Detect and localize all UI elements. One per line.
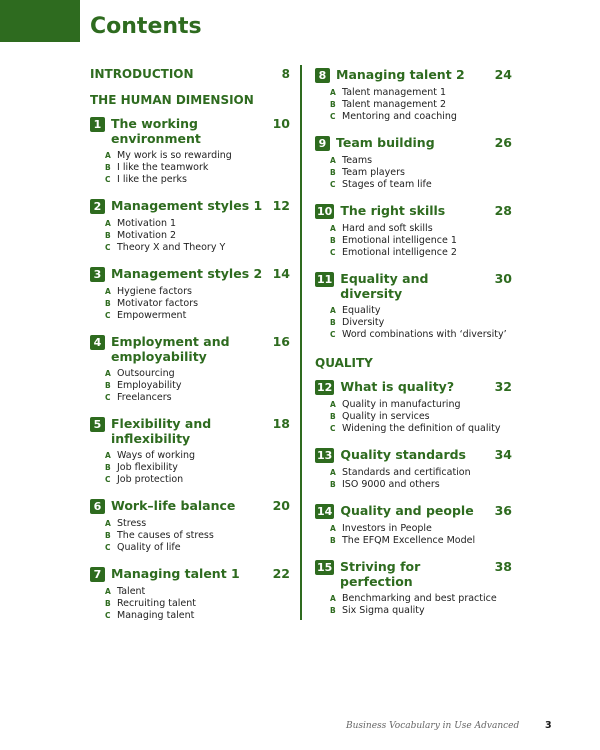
subtopic-letter: A [105, 451, 111, 460]
unit-page-number: 22 [272, 566, 290, 581]
subtopic-text: Theory X and Theory Y [117, 242, 226, 253]
subtopic-letter: B [105, 463, 111, 472]
subtopic-item[interactable] [105, 150, 290, 162]
subtopic-item[interactable] [105, 298, 290, 310]
unit-number-badge: 2 [90, 199, 105, 214]
unit-heading-left [315, 447, 466, 463]
subtopic-letter: B [330, 100, 336, 109]
unit-entry [90, 116, 290, 186]
subtopic-text: I like the perks [117, 174, 187, 185]
unit-subtopics [105, 150, 290, 186]
unit-number-badge: 12 [317, 381, 333, 394]
unit-heading[interactable] [315, 203, 512, 219]
unit-title: Managing talent 1 [111, 566, 240, 581]
subtopic-letter: A [105, 219, 111, 228]
subtopic-letter: B [105, 231, 111, 240]
subtopic-item[interactable] [330, 247, 512, 259]
subtopic-item[interactable] [330, 467, 512, 479]
subtopic-letter: C [105, 393, 111, 402]
subtopic-item[interactable] [330, 99, 512, 111]
subtopic-letter: A [105, 151, 111, 160]
unit-page-number: 28 [494, 203, 512, 218]
subtopic-letter: B [105, 599, 111, 608]
subtopic-item[interactable] [330, 535, 512, 547]
subtopic-text: Emotional intelligence 2 [342, 247, 457, 258]
subtopic-letter: A [330, 156, 336, 165]
unit-title: Management styles 1 [111, 198, 263, 213]
subtopic-letter: A [105, 369, 111, 378]
subtopic-text: Hard and soft skills [342, 223, 433, 234]
unit-number-badge: 1 [90, 117, 105, 132]
unit-subtopics [105, 368, 290, 404]
unit-title: Team building [336, 135, 435, 150]
subtopic-letter: B [105, 531, 111, 540]
unit-heading-left [90, 116, 273, 146]
unit-heading-left [315, 271, 495, 301]
subtopic-text: Hygiene factors [117, 286, 192, 297]
right-unit-list-a [315, 67, 512, 341]
unit-heading-left [315, 503, 474, 519]
subtopic-text: Talent management 2 [342, 99, 447, 110]
subtopic-item[interactable] [105, 450, 290, 462]
subtopic-item[interactable] [105, 174, 290, 186]
subtopic-letter: B [330, 536, 336, 545]
unit-entry [90, 416, 290, 486]
unit-title: What is quality? [340, 379, 455, 394]
unit-number-badge: 13 [317, 449, 333, 462]
footer-page-number: 3 [545, 720, 552, 731]
subtopic-text: Quality in manufacturing [342, 399, 461, 410]
subtopic-letter: C [105, 543, 111, 552]
subtopic-item[interactable] [330, 523, 512, 535]
subtopic-text: Equality [342, 305, 381, 316]
subtopic-item[interactable] [330, 305, 512, 317]
unit-heading-left [90, 198, 262, 214]
subtopic-item[interactable] [330, 605, 512, 617]
unit-subtopics [330, 87, 512, 123]
unit-entry [90, 266, 290, 322]
unit-entry [90, 334, 290, 404]
subtopic-letter: C [105, 611, 111, 620]
subtopic-item[interactable] [105, 310, 290, 322]
subtopic-item[interactable] [105, 218, 290, 230]
subtopic-text: Employability [117, 380, 182, 391]
unit-entry [315, 203, 512, 259]
unit-heading[interactable] [315, 503, 512, 519]
unit-page-number: 16 [272, 334, 290, 349]
subtopic-letter: B [105, 163, 111, 172]
unit-heading[interactable] [315, 271, 512, 301]
subtopic-item[interactable] [330, 155, 512, 167]
subtopic-letter: C [330, 112, 336, 121]
subtopic-item[interactable] [330, 111, 512, 123]
unit-number-badge: 14 [317, 505, 333, 518]
subtopic-item[interactable] [330, 223, 512, 235]
subtopic-item[interactable] [105, 162, 290, 174]
unit-subtopics [105, 450, 290, 486]
subtopic-letter: B [330, 480, 336, 489]
subtopic-letter: B [330, 168, 336, 177]
subtopic-letter: C [105, 311, 111, 320]
unit-subtopics [105, 518, 290, 554]
subtopic-letter: A [105, 287, 111, 296]
unit-entry [315, 135, 512, 191]
subtopic-text: Stress [117, 518, 147, 529]
unit-subtopics [330, 305, 512, 341]
unit-page-number: 34 [494, 447, 512, 462]
unit-page-number: 14 [272, 266, 290, 281]
subtopic-letter: B [105, 299, 111, 308]
subtopic-item[interactable] [105, 518, 290, 530]
left-unit-list [90, 116, 290, 622]
subtopic-letter: B [105, 381, 111, 390]
unit-title: Flexibility and inflexibility [111, 416, 212, 446]
unit-subtopics [105, 586, 290, 622]
unit-heading-left [315, 379, 454, 395]
unit-heading-left [90, 498, 235, 514]
subtopic-text: Quality of life [117, 542, 181, 553]
unit-heading[interactable] [90, 266, 290, 282]
unit-page-number: 38 [494, 559, 512, 574]
column-divider [300, 65, 302, 620]
subtopic-text: Talent [117, 586, 146, 597]
subtopic-text: I like the teamwork [117, 162, 209, 173]
subtopic-letter: A [330, 224, 336, 233]
subtopic-item[interactable] [105, 462, 290, 474]
unit-title: Equality and diversity [340, 271, 429, 301]
unit-heading-left [315, 67, 465, 83]
unit-subtopics [105, 218, 290, 254]
subtopic-item[interactable] [105, 542, 290, 554]
subtopic-letter: A [105, 519, 111, 528]
unit-title: Managing talent 2 [336, 67, 465, 82]
subtopic-text: Six Sigma quality [342, 605, 425, 616]
subtopic-letter: C [105, 243, 111, 252]
subtopic-item[interactable] [105, 286, 290, 298]
unit-entry [315, 271, 512, 341]
section-heading-quality: QUALITY [315, 356, 373, 370]
unit-title: Quality standards [340, 447, 467, 462]
unit-number-badge: 15 [317, 561, 333, 574]
unit-subtopics [330, 523, 512, 547]
unit-number-badge: 6 [90, 499, 105, 514]
unit-number-badge: 5 [90, 417, 105, 432]
unit-entry [90, 198, 290, 254]
subtopic-letter: A [330, 594, 336, 603]
subtopic-letter: A [330, 88, 336, 97]
subtopic-item[interactable] [105, 530, 290, 542]
unit-number-badge: 8 [315, 68, 330, 83]
unit-title: The right skills [340, 203, 446, 218]
subtopic-letter: C [105, 475, 111, 484]
subtopic-letter: B [330, 412, 336, 421]
subtopic-text: Job flexibility [117, 462, 178, 473]
unit-heading[interactable] [315, 379, 512, 395]
unit-heading[interactable] [90, 498, 290, 514]
unit-heading[interactable] [315, 559, 512, 589]
subtopic-text: Mentoring and coaching [342, 111, 457, 122]
unit-heading[interactable] [90, 334, 290, 364]
subtopic-text: Ways of working [117, 450, 196, 461]
subtopic-item[interactable] [330, 593, 512, 605]
subtopic-item[interactable] [105, 610, 290, 622]
unit-entry [90, 566, 290, 622]
unit-page-number: 24 [494, 67, 512, 82]
subtopic-text: Empowerment [117, 310, 187, 321]
unit-entry [315, 503, 512, 547]
section-heading-human-dimension: THE HUMAN DIMENSION [90, 93, 254, 107]
subtopic-item[interactable] [330, 479, 512, 491]
unit-entry [90, 498, 290, 554]
subtopic-text: My work is so rewarding [117, 150, 232, 161]
unit-page-number: 36 [494, 503, 512, 518]
unit-entry [315, 379, 512, 435]
subtopic-text: Motivator factors [117, 298, 199, 309]
unit-heading[interactable] [315, 135, 512, 151]
subtopic-letter: C [330, 424, 336, 433]
unit-heading[interactable] [90, 416, 290, 446]
unit-number-badge: 9 [315, 136, 330, 151]
subtopic-text: Word combinations with ‘diversity’ [342, 329, 507, 340]
subtopic-text: Outsourcing [117, 368, 175, 379]
unit-page-number: 32 [494, 379, 512, 394]
subtopic-item[interactable] [330, 329, 512, 341]
unit-title: Striving for perfection [340, 559, 421, 589]
unit-page-number: 10 [272, 116, 290, 131]
subtopic-text: Motivation 2 [117, 230, 177, 241]
unit-entry [315, 559, 512, 617]
subtopic-item[interactable] [105, 474, 290, 486]
unit-heading-left [90, 266, 262, 282]
subtopic-item[interactable] [105, 380, 290, 392]
unit-subtopics [330, 155, 512, 191]
right-column [315, 67, 512, 617]
unit-number-badge: 3 [90, 267, 105, 282]
unit-page-number: 20 [272, 498, 290, 513]
unit-heading-left [90, 566, 240, 582]
unit-page-number: 12 [272, 198, 290, 213]
unit-heading[interactable] [315, 67, 512, 83]
subtopic-text: Stages of team life [342, 179, 432, 190]
unit-subtopics [330, 467, 512, 491]
subtopic-text: Widening the definition of quality [342, 423, 501, 434]
subtopic-text: Talent management 1 [342, 87, 447, 98]
unit-entry [315, 67, 512, 123]
unit-number-badge: 7 [90, 567, 105, 582]
subtopic-text: Managing talent [117, 610, 195, 621]
subtopic-item[interactable] [105, 230, 290, 242]
subtopic-item[interactable] [330, 411, 512, 423]
unit-page-number: 18 [272, 416, 290, 431]
subtopic-text: Motivation 1 [117, 218, 177, 229]
subtopic-text: ISO 9000 and others [342, 479, 440, 490]
unit-heading[interactable] [90, 198, 290, 214]
subtopic-text: Benchmarking and best practice [342, 593, 497, 604]
subtopic-text: Quality in services [342, 411, 430, 422]
unit-heading-left [315, 203, 445, 219]
unit-heading-left [90, 416, 273, 446]
subtopic-item[interactable] [330, 317, 512, 329]
subtopic-letter: C [330, 180, 336, 189]
subtopic-item[interactable] [330, 87, 512, 99]
subtopic-letter: A [330, 400, 336, 409]
unit-number-badge: 10 [317, 205, 333, 218]
right-unit-list-b [315, 379, 512, 617]
subtopic-letter: A [330, 524, 336, 533]
subtopic-text: Emotional intelligence 1 [342, 235, 457, 246]
subtopic-letter: B [330, 606, 336, 615]
unit-title: Employment and employability [111, 334, 230, 364]
unit-page-number: 30 [494, 271, 512, 286]
subtopic-text: Investors in People [342, 523, 432, 534]
subtopic-letter: C [330, 248, 336, 257]
unit-heading[interactable] [315, 447, 512, 463]
unit-entry [315, 447, 512, 491]
subtopic-item[interactable] [330, 423, 512, 435]
unit-title: Quality and people [340, 503, 474, 518]
corner-tab [0, 0, 80, 42]
introduction-entry[interactable] [90, 67, 290, 81]
subtopic-item[interactable] [105, 598, 290, 610]
subtopic-text: Recruiting talent [117, 598, 197, 609]
subtopic-letter: A [330, 468, 336, 477]
subtopic-letter: C [330, 330, 336, 339]
page-title: Contents [90, 14, 202, 39]
subtopic-text: Freelancers [117, 392, 172, 403]
unit-subtopics [330, 593, 512, 617]
unit-subtopics [330, 223, 512, 259]
subtopic-item[interactable] [330, 179, 512, 191]
subtopic-text: Standards and certification [342, 467, 471, 478]
subtopic-text: Diversity [342, 317, 385, 328]
unit-heading-left [315, 135, 435, 151]
unit-subtopics [330, 399, 512, 435]
unit-subtopics [105, 286, 290, 322]
subtopic-item[interactable] [105, 392, 290, 404]
subtopic-text: Teams [342, 155, 373, 166]
left-column [90, 67, 290, 622]
subtopic-text: The causes of stress [117, 530, 214, 541]
unit-heading[interactable] [90, 566, 290, 582]
unit-title: Management styles 2 [111, 266, 263, 281]
subtopic-letter: A [330, 306, 336, 315]
unit-heading-left [90, 334, 273, 364]
subtopic-item[interactable] [105, 368, 290, 380]
unit-heading[interactable] [90, 116, 290, 146]
unit-number-badge: 11 [317, 273, 333, 286]
subtopic-item[interactable] [105, 242, 290, 254]
subtopic-item[interactable] [105, 586, 290, 598]
unit-page-number: 26 [494, 135, 512, 150]
unit-heading-left [315, 559, 495, 589]
subtopic-letter: C [105, 175, 111, 184]
subtopic-item[interactable] [330, 399, 512, 411]
subtopic-letter: B [330, 236, 336, 245]
subtopic-letter: A [105, 587, 111, 596]
footer-book-title: Business Vocabulary in Use Advanced [346, 721, 520, 731]
subtopic-text: The EFQM Excellence Model [342, 535, 476, 546]
subtopic-item[interactable] [330, 235, 512, 247]
subtopic-text: Team players [342, 167, 405, 178]
subtopic-text: Job protection [117, 474, 184, 485]
unit-number-badge: 4 [90, 335, 105, 350]
introduction-label: INTRODUCTION [90, 67, 194, 81]
subtopic-item[interactable] [330, 167, 512, 179]
subtopic-letter: B [330, 318, 336, 327]
introduction-page: 8 [281, 67, 290, 81]
unit-title: Work–life balance [111, 498, 236, 513]
unit-title: The working environment [111, 116, 201, 146]
